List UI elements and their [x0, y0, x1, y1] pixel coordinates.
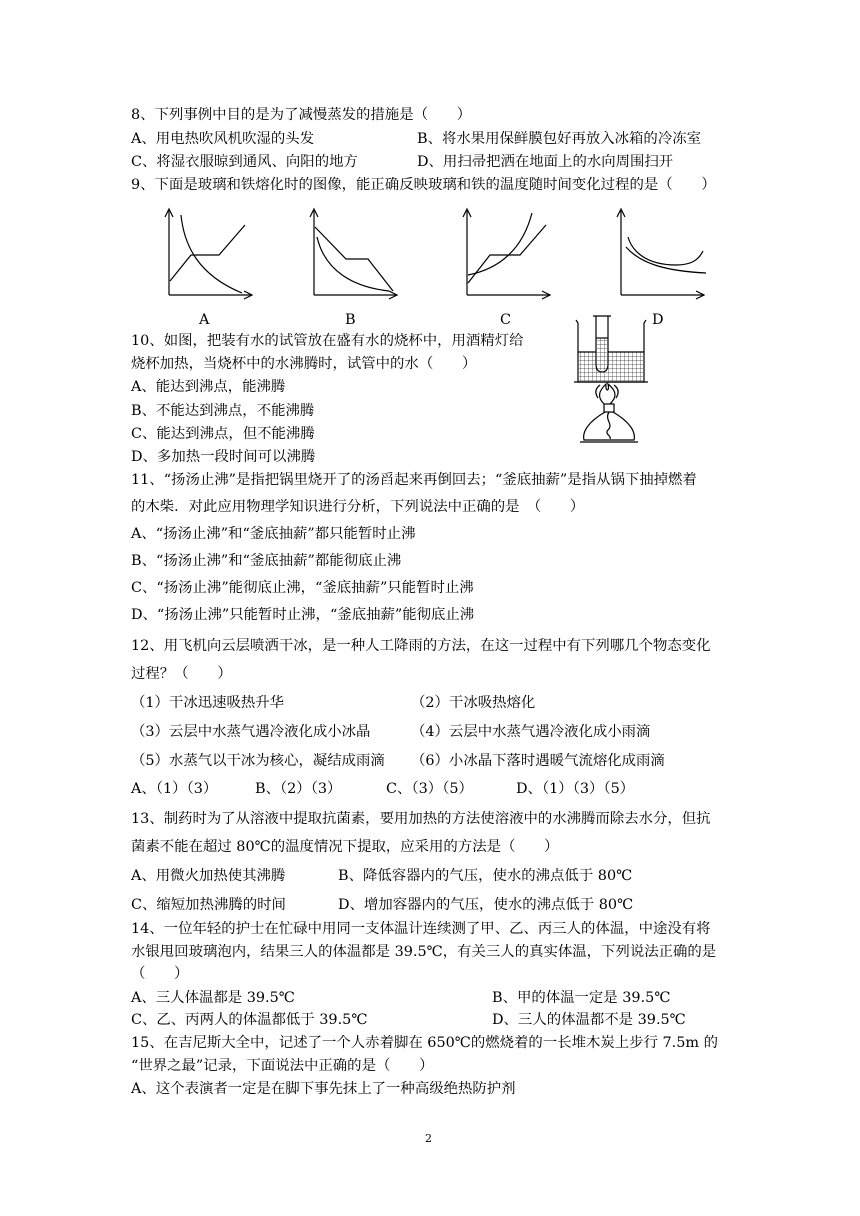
q11-stem-line1: 11、“扬汤止沸”是指把锅里烧开了的汤舀起来再倒回去；“釜底抽薪”是指从锅下抽掉燃着 [131, 472, 697, 488]
q13-stem-line2: 菌素不能在超过 80℃的温度情况下提取，应采用的方法是（ ） [131, 839, 559, 855]
q9-graph-c [458, 205, 558, 305]
beaker-burner-figure [560, 312, 660, 448]
q11-stem-line2: 的木柴．对此应用物理学知识进行分析，下列说法中正确的是 （ ） [131, 499, 585, 515]
q8-option-a: A、用电热吹风机吹湿的头发 [131, 131, 315, 147]
q8-stem: 8、下列事例中目的是为了减慢蒸发的措施是（ ） [131, 107, 472, 123]
q10-stem-line1: 10、如图，把装有水的试管放在盛有水的烧杯中，用酒精灯给 [131, 333, 524, 349]
q10-option-a: A、能达到沸点，能沸腾 [131, 379, 286, 395]
q15-stem-line1: 15、在吉尼斯大全中，记述了一个人赤着脚在 650℃的燃烧着的一长堆木炭上步行 7.5m 的 [131, 1035, 719, 1051]
q14-option-c: C、乙、丙两人的体温都低于 39.5℃ [131, 1012, 368, 1028]
q14-option-b: B、甲的体温一定是 39.5℃ [492, 990, 671, 1006]
q9-label-d: D [652, 312, 664, 328]
q13-option-c: C、缩短加热沸腾的时间 [131, 897, 286, 913]
q10-stem-line2: 烧杯加热，当烧杯中的水沸腾时，试管中的水（ ） [131, 356, 477, 372]
q14-option-a: A、三人体温都是 39.5℃ [131, 990, 295, 1006]
q9-graph-d [612, 205, 712, 305]
q14-stem-line3: （ ） [131, 966, 189, 982]
q12-option-a: A、（1）（3） [131, 781, 218, 797]
q15-stem-line2: “世界之最”记录，下面说法中正确的是（ ） [131, 1058, 434, 1074]
q12-option-d: D、（1）（3）（5） [516, 781, 635, 797]
q11-option-b: B、“扬汤止沸”和“釜底抽薪”都能彻底止沸 [131, 553, 402, 569]
q12-item-3: （3）云层中水蒸气遇冷液化成小冰晶 [131, 724, 371, 740]
q10-option-d: D、多加热一段时间可以沸腾 [131, 449, 316, 465]
q14-stem-line1: 14、一位年轻的护士在忙碌中用同一支体温计连续测了甲、乙、丙三人的体温，中途没有将 [131, 921, 711, 937]
q9-graph-b [305, 205, 405, 305]
q12-item-4: （4）云层中水蒸气遇冷液化成小雨滴 [411, 724, 651, 740]
q12-item-5: （5）水蒸气以干冰为核心，凝结成雨滴 [131, 753, 385, 769]
q12-item-6: （6）小冰晶下落时遇暖气流熔化成雨滴 [411, 753, 665, 769]
q12-stem-line1: 12、用飞机向云层喷洒干冰，是一种人工降雨的方法，在这一过程中有下列哪几个物态变化 [131, 638, 711, 654]
q11-option-c: C、“扬汤止沸”能彻底止沸，“釜底抽薪”只能暂时止沸 [131, 580, 474, 596]
q9-label-c: C [500, 312, 512, 328]
q9-label-a: A [199, 312, 210, 328]
page-number: 2 [425, 1132, 432, 1145]
q8-option-c: C、将湿衣服晾到通风、向阳的地方 [131, 154, 358, 170]
q11-option-a: A、“扬汤止沸”和“釜底抽薪”都只能暂时止沸 [131, 526, 416, 542]
q12-item-2: （2）干冰吸热熔化 [411, 695, 536, 711]
q10-option-b: B、不能达到沸点，不能沸腾 [131, 403, 315, 419]
q12-stem-line2: 过程？（ ） [131, 666, 232, 682]
q13-option-b: B、降低容器内的气压，使水的沸点低于 80℃ [338, 868, 633, 884]
q14-option-d: D、三人的体温都不是 39.5℃ [492, 1012, 686, 1028]
q9-label-b: B [345, 312, 356, 328]
q12-option-c: C、（3）（5） [386, 781, 473, 797]
q9-graph-a [160, 205, 260, 305]
q12-item-1: （1）干冰迅速吸热升华 [131, 695, 285, 711]
q9-stem: 9、下面是玻璃和铁熔化时的图像，能正确反映玻璃和铁的温度随时间变化过程的是（ ） [131, 177, 716, 193]
q13-option-d: D、增加容器内的气压，使水的沸点低于 80℃ [338, 897, 634, 913]
q13-option-a: A、用微火加热使其沸腾 [131, 868, 286, 884]
q11-option-d: D、“扬汤止沸”只能暂时止沸，“釜底抽薪”能彻底止沸 [131, 607, 475, 623]
q12-option-b: B、（2）（3） [255, 781, 342, 797]
q10-option-c: C、能达到沸点，但不能沸腾 [131, 426, 315, 442]
q8-option-b: B、将水果用保鲜膜包好再放入冰箱的冷冻室 [417, 131, 701, 147]
q8-option-d: D、用扫帚把洒在地面上的水向周围扫开 [417, 154, 674, 170]
q14-stem-line2: 水银甩回玻璃泡内，结果三人的体温都是 39.5℃，有关三人的真实体温，下列说法正确的是 [131, 944, 717, 960]
q15-option-a: A、这个表演者一定是在脚下事先抹上了一种高级绝热防护剂 [131, 1081, 516, 1097]
q13-stem-line1: 13、制药时为了从溶液中提取抗菌素，要用加热的方法使溶液中的水沸腾而除去水分，但抗 [131, 811, 711, 827]
